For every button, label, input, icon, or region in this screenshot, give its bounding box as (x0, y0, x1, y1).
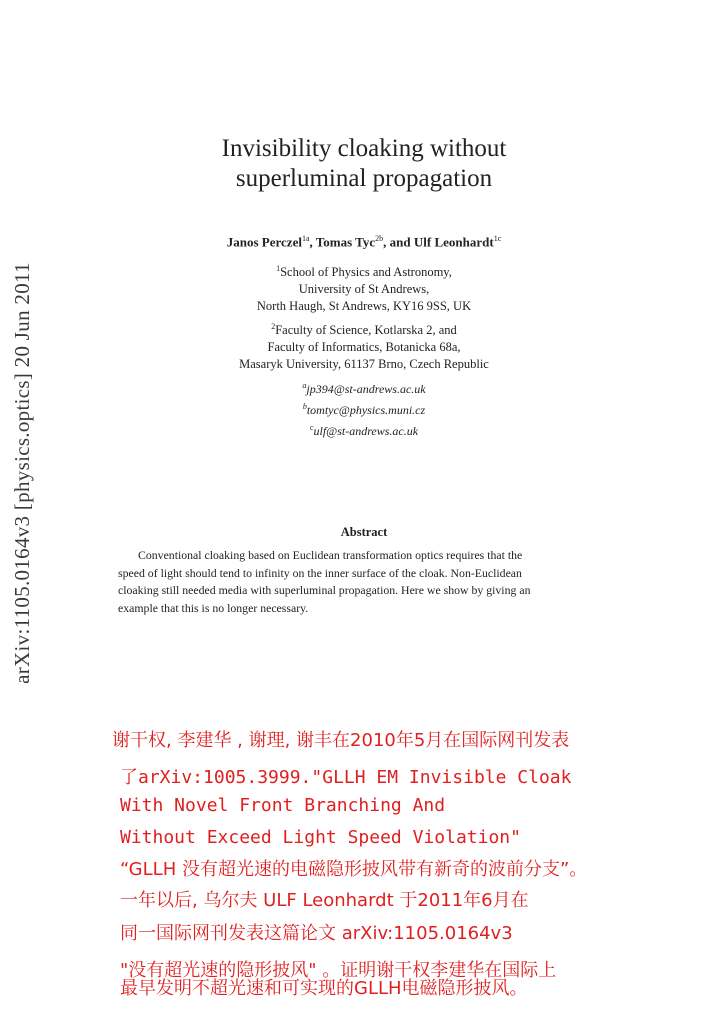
abstract-line: example that this is no longer necessary. (118, 600, 309, 615)
title-line: Invisibility cloaking without (221, 135, 507, 162)
annotation-line: With Novel Front Branching And (120, 795, 446, 816)
email-address: jp394@st-andrews.ac.uk (306, 382, 426, 396)
arxiv-identifier: arXiv:1105.0164v3 [physics.optics] 20 Jun 2011 (10, 262, 34, 684)
affiliation-marker: 2 (271, 322, 276, 331)
annotation-line: 最早发明不超光速和可实现的GLLH电磁隐形披风。 (120, 978, 528, 999)
annotation-line: 同一国际网刊发表这篇论文 arXiv:1105.0164v3 (120, 923, 513, 944)
abstract-heading: Abstract (340, 525, 388, 539)
author-marker: 2b (375, 234, 384, 243)
email-line (150, 419, 578, 440)
annotation-line: “GLLH 没有超光速的电磁隐形披风带有新奇的波前分支”。 (120, 859, 588, 880)
affiliation-line: University of St Andrews, (298, 282, 430, 297)
annotation-line: 一年以后, 乌尔夫 ULF Leonhardt 于2011年6月在 (120, 890, 529, 911)
affiliation-line: Faculty of Science, Kotlarska 2, and (275, 323, 457, 338)
author-name: Janos Perczel (226, 234, 302, 250)
author-list: Janos Perczel$^{1a}$, Tomas Tyc$^{2b}$, and Ulf Leonhardt$^{1c}$ (226, 234, 502, 250)
affiliation-line: North Haugh, St Andrews, KY16 9SS, UK (256, 299, 472, 314)
email-list (150, 377, 578, 440)
annotation-line: Without Exceed Light Speed Violation" (120, 827, 521, 848)
paper-title (150, 134, 578, 194)
email-marker: a (302, 381, 307, 390)
abstract-body (118, 547, 614, 617)
author-marker: 1a (301, 234, 310, 243)
annotation-line: 谢干权, 李建华 , 谢理, 谢丰在2010年5月在国际网刊发表 (112, 730, 570, 751)
affiliation-marker: 1 (276, 264, 281, 273)
email-address: ulf@st-andrews.ac.uk (313, 424, 419, 438)
annotation-line: "没有超光速的隐形披风" 。证明谢干权李建华在国际上 (120, 960, 557, 981)
abstract-line: speed of light should tend to infinity on the inner surface of the cloak. Non-Euclidean (118, 565, 522, 580)
affiliation-line: School of Physics and Astronomy, (280, 265, 452, 280)
affiliation-line: Masaryk University, 61137 Brno, Czech Republic (239, 357, 489, 372)
affiliation-line: Faculty of Informatics, Botanicka 68a, (267, 340, 461, 355)
author-name: Tomas Tyc (315, 234, 376, 250)
affiliation-1 (150, 260, 578, 315)
author-marker: 1c (493, 234, 502, 243)
email-line (150, 398, 578, 419)
abstract-line: cloaking still needed media with superluminal propagation. Here we show by giving an (118, 583, 531, 597)
email-address: tomtyc@physics.muni.cz (306, 403, 426, 417)
title-line: superluminal propagation (235, 165, 493, 192)
author-name: Ulf Leonhardt (413, 234, 494, 250)
affiliation-2 (150, 318, 578, 373)
email-line (150, 377, 578, 398)
abstract-line: Conventional cloaking based on Euclidean transformation optics requires that the (138, 548, 523, 562)
email-marker: c (309, 423, 314, 432)
annotation-line: 了arXiv:1005.3999."GLLH EM Invisible Cloak (120, 767, 572, 788)
email-marker: b (302, 402, 307, 411)
